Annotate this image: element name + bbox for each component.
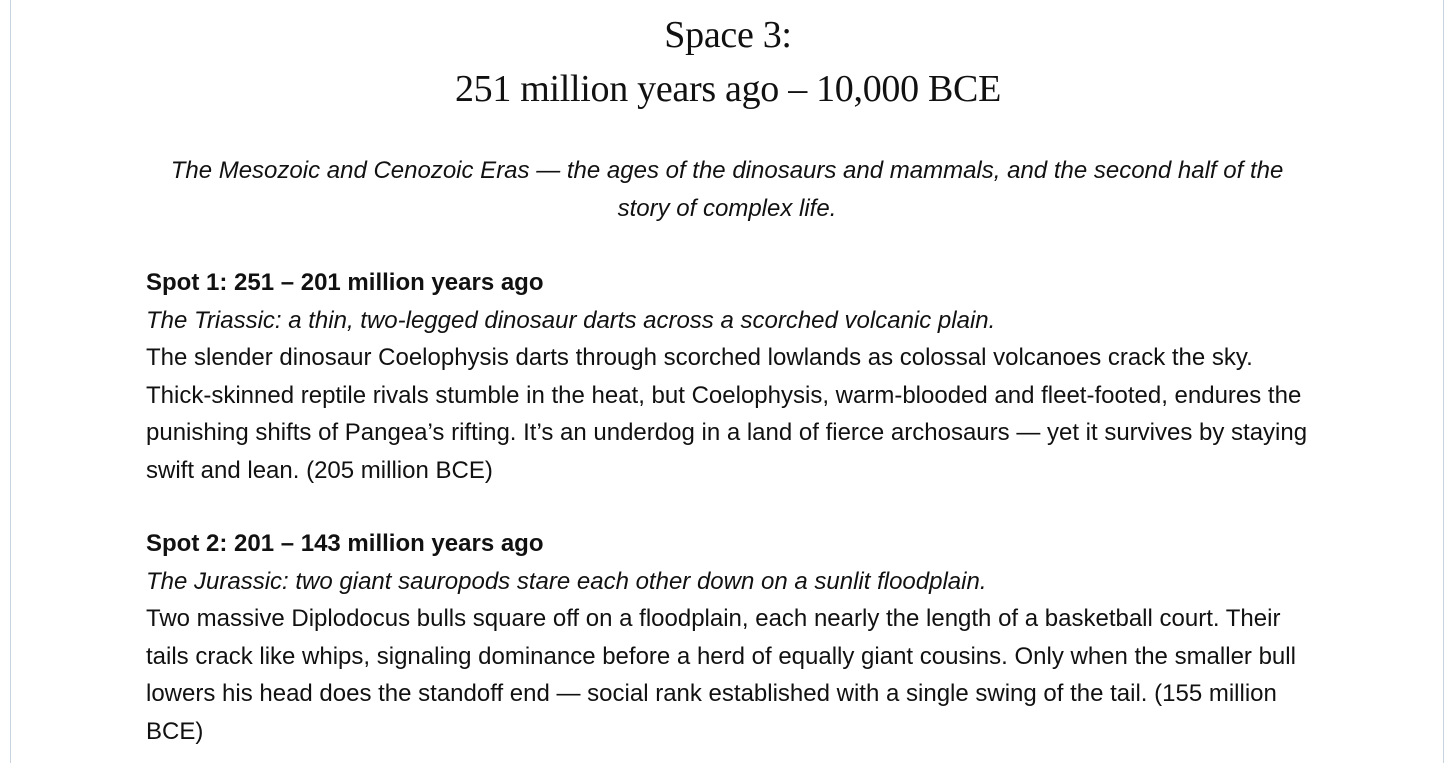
intro-subtitle: The Mesozoic and Cenozoic Eras — the ages of the dinosaurs and mammals, and the second half of the story of complex life.: [170, 157, 1284, 222]
spot-section: [146, 264, 1316, 489]
spot-caption: The Jurassic: two giant sauropods stare each other down on a sunlit floodplain.: [146, 567, 987, 595]
spot-body: Two massive Diplodocus bulls square off on a floodplain, each nearly the length of a basketball court. Their tails crack like whips, signaling dominance before a herd of equally giant cousins. Only when the smaller bull lowers his head does the standoff end — social rank established with a single swing of the tail. (155 million BCE): [146, 605, 1296, 745]
document-page: [10, 0, 1444, 763]
spot-heading: Spot 1: 251 – 201 million years ago: [146, 269, 544, 296]
spot-heading: Spot 2: 201 – 143 million years ago: [146, 530, 544, 557]
page-title: [11, 8, 1445, 116]
title-line-space: Space 3:: [664, 14, 792, 56]
title-line-date-range: 251 million years ago – 10,000 BCE: [454, 68, 1002, 110]
spot-section: [146, 525, 1316, 750]
spot-body: The slender dinosaur Coelophysis darts through scorched lowlands as colossal volcanoes crack the sky. Thick-skinned reptile rivals stumble in the heat, but Coelophysis, warm-blooded and fleet-footed, endures the punishing shifts of Pangea’s rifting. It’s an underdog in a land of fierce archosaurs — yet it survives by staying swift and lean. (205 million BCE): [146, 344, 1308, 484]
spot-caption: The Triassic: a thin, two-legged dinosaur darts across a scorched volcanic plain.: [146, 306, 996, 334]
